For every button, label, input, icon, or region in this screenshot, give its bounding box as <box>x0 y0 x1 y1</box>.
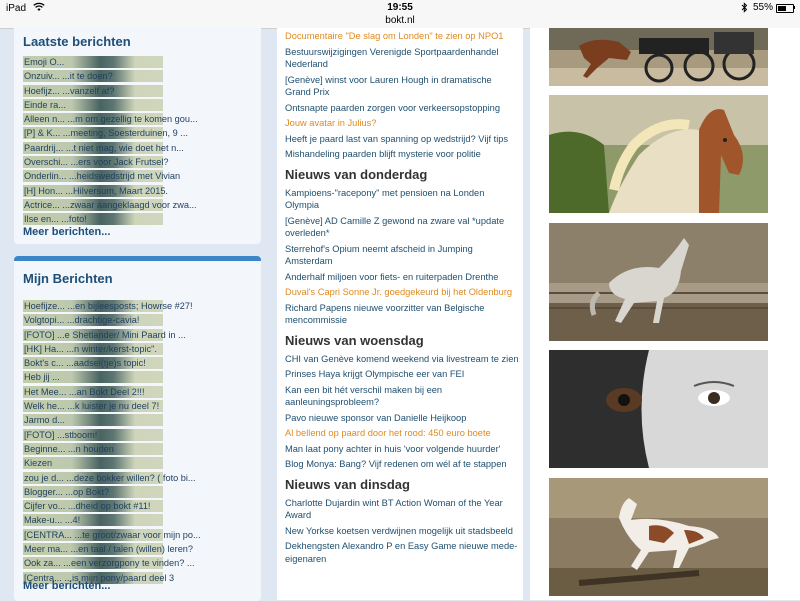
my-post-item[interactable] <box>23 542 261 556</box>
news-item-link[interactable]: Al bellend op paard door het rood: 450 euro boete <box>285 428 491 438</box>
latest-post-item-label: Einde ra... <box>24 99 66 110</box>
my-post-item-label: [HK] Ha... ...n winter/kerst-topic". <box>24 343 157 354</box>
news-item-link[interactable]: Man laat pony achter in huis 'voor volgende huurder' <box>285 443 501 454</box>
my-post-item-label: Ook za... ...een verzorgpony te vinden? ... <box>24 558 195 569</box>
my-post-item[interactable] <box>23 356 261 370</box>
news-item-link[interactable]: Richard Papens nieuwe voorzitter van Belgische mencommissie <box>285 302 485 325</box>
my-post-item[interactable] <box>23 370 261 384</box>
my-post-item[interactable] <box>23 556 261 570</box>
my-post-item-label: zou je d... ...deze bokker willen? ( foto bi... <box>24 472 196 483</box>
my-post-item[interactable] <box>23 399 261 413</box>
latest-posts-more-link[interactable]: Meer berichten... <box>23 226 111 238</box>
photo-pinto-horse[interactable] <box>549 478 768 596</box>
latest-post-item-label: [H] Hon... ...Hilversum, Maart 2015. <box>24 185 168 196</box>
news-item-link[interactable]: [Genève] AD Camille Z gewond na zware val *update overleden* <box>285 215 505 238</box>
my-posts-more-link[interactable]: Meer berichten... <box>23 580 111 592</box>
latest-post-item[interactable] <box>23 126 261 140</box>
my-post-item-label: [CENTRA... ...te groot/zwaar voor mijn po... <box>24 529 201 540</box>
my-post-item-label: Volgtopi... ...drachtige-cavia! <box>24 315 140 326</box>
my-post-item-label: Welk he... ...k luister je nu deel 7! <box>24 401 160 412</box>
news-item-link[interactable]: Anderhalf miljoen voor fiets- en ruiterpaden Drenthe <box>285 271 499 282</box>
news-item-link[interactable]: Documentaire "De slag om Londen" te zien op NPO1 <box>285 31 504 41</box>
latest-post-item-label: Actrice... ...zwaar aangeklaagd voor zwa... <box>24 199 197 210</box>
news-item-link[interactable]: Mishandeling paarden blijft mysterie voor politie <box>285 149 481 159</box>
my-post-item[interactable] <box>23 299 261 313</box>
my-post-item-label: Heb jij ... <box>24 372 60 383</box>
latest-post-item[interactable] <box>23 198 261 212</box>
my-post-item-label: [FOTO] ...e Shetlander/ Mini Paard in ... <box>24 329 186 340</box>
latest-post-item[interactable] <box>23 141 261 155</box>
my-post-item[interactable] <box>23 342 261 356</box>
latest-post-item[interactable] <box>23 69 261 83</box>
news-item-link[interactable]: Pavo nieuwe sponsor van Danielle Heijkoop <box>285 412 467 423</box>
my-posts-title: Mijn Berichten <box>23 271 113 286</box>
clock: 19:55 <box>387 2 413 13</box>
latest-post-item[interactable] <box>23 155 261 169</box>
my-post-item[interactable] <box>23 485 261 499</box>
my-posts-list <box>23 299 261 585</box>
news-item-link[interactable]: Kan een bit hét verschil maken bij een aanleuningsprobleem? <box>285 384 443 407</box>
my-post-item[interactable] <box>23 385 261 399</box>
latest-post-item[interactable] <box>23 184 261 198</box>
my-post-item[interactable] <box>23 328 261 342</box>
my-post-item[interactable] <box>23 313 261 327</box>
latest-post-item-label: Onderlin... ...heidswedstrijd met Vivian <box>24 171 181 182</box>
latest-post-item-label: Overschi... ...ers voor Jack Frutsel? <box>24 157 169 168</box>
latest-post-item[interactable] <box>23 169 261 183</box>
news-item-link[interactable]: Heeft je paard last van spanning op wedstrijd? Vijf tips <box>285 133 509 144</box>
my-post-item-label: Jarmo d... <box>24 415 65 426</box>
latest-post-item[interactable] <box>23 98 261 112</box>
news-section-heading: Nieuws van donderdag <box>285 166 428 182</box>
latest-post-item-label: Onzuiv... ...it te doen? <box>24 71 113 82</box>
news-column <box>277 28 523 600</box>
news-item-link[interactable]: CHI van Genève komend weekend via livestream te zien <box>285 353 519 364</box>
my-post-item-label: Het Mee... ...an Bokt Deel 2!!! <box>24 386 145 397</box>
my-post-item-label: Beginne... ...n houden <box>24 443 114 454</box>
news-item-link[interactable]: Duval's Capri Sonne Jr. goedgekeurd bij het Oldenburg <box>285 287 513 297</box>
my-post-item-label: Kiezen <box>24 458 53 469</box>
news-item-link[interactable]: Charlotte Dujardin wint BT Action Woman of the Year Award <box>285 497 503 520</box>
my-post-item[interactable] <box>23 428 261 442</box>
my-post-item-label: Meer ma... ...en taal / talen (willen) leren? <box>24 544 194 555</box>
latest-posts-list <box>23 55 261 227</box>
my-post-item-label: Blogger... ...op Bokt? <box>24 486 110 497</box>
latest-post-item[interactable] <box>23 84 261 98</box>
latest-post-item-label: Ilse en... ...foto! <box>24 214 87 225</box>
latest-posts-title: Laatste berichten <box>23 34 131 49</box>
battery-percentage: 55% <box>753 2 774 13</box>
my-post-item[interactable] <box>23 413 261 427</box>
my-posts-panel <box>14 256 261 601</box>
latest-post-item[interactable] <box>23 212 261 226</box>
my-post-item-label: [FOTO] ...stboom! <box>24 429 98 440</box>
battery-icon <box>776 4 794 13</box>
my-post-item-label: [Centra... ...is mijn pony/paard deel 3 <box>24 572 175 583</box>
latest-post-item-label: Paardrij... ...t niet mag, wie doet het n... <box>24 142 184 153</box>
news-item-link[interactable]: Blog Monya: Bang? Vijf redenen om wél af te stappen <box>285 459 507 469</box>
bluetooth-icon <box>741 2 748 16</box>
latest-post-item[interactable] <box>23 55 261 69</box>
news-item-link[interactable]: Sterrehof's Opium neemt afscheid in Jumping Amsterdam <box>285 243 473 266</box>
photo-gallery <box>530 28 800 600</box>
battery-level-fill <box>778 6 786 11</box>
device-label: iPad <box>6 3 27 14</box>
battery-tip <box>793 6 795 9</box>
photo-horse-carriage[interactable] <box>549 28 768 86</box>
my-post-item[interactable] <box>23 513 261 527</box>
news-list <box>285 30 519 568</box>
latest-post-item-label: Emoji O... <box>24 57 65 67</box>
news-item-link[interactable]: Kampioens-"racepony" met pensioen na Londen Olympia <box>285 187 485 210</box>
my-post-item-label: Bokt's c... ...aadsel(tje)s topic! <box>24 358 146 369</box>
news-item-link[interactable]: Jouw avatar in Julius? <box>285 118 377 128</box>
photo-grey-horse[interactable] <box>549 223 768 341</box>
news-section-heading: Nieuws van woensdag <box>285 332 424 348</box>
latest-post-item[interactable] <box>23 112 261 126</box>
news-item-link[interactable]: Ontsnapte paarden zorgen voor verkeersopstopping <box>285 102 500 113</box>
news-item-link[interactable]: Dekhengsten Alexandro P en Easy Game nieuwe mede-eigenaren <box>285 541 518 564</box>
latest-post-item-label: [P] & K... ...meeting, Soesterduinen, 9 ... <box>24 128 188 139</box>
my-post-item-label: Cijfer vo... ...dheid op bokt #11! <box>24 501 151 512</box>
news-item-link[interactable]: Bestuurswijzigingen Verenigde Sportpaardenhandel Nederland <box>285 46 499 69</box>
my-post-item[interactable] <box>23 499 261 513</box>
my-post-item-label: Make-u... ...4! <box>24 515 81 526</box>
news-item-link[interactable]: New Yorkse koetsen verdwijnen mogelijk uit stadsbeeld <box>285 525 513 536</box>
latest-posts-panel <box>14 28 261 244</box>
photo-horse-eye-face[interactable] <box>549 350 768 468</box>
my-post-item[interactable] <box>23 456 261 470</box>
my-post-item[interactable] <box>23 471 261 485</box>
my-post-item[interactable] <box>23 528 261 542</box>
latest-post-item-label: Alleen n... ...m om gezellig te komen gou... <box>24 114 198 125</box>
my-post-item[interactable] <box>23 442 261 456</box>
photo-palomino-horse[interactable] <box>549 95 768 213</box>
my-post-item-label: Hoefijze... ...en bijleesposts; Howrse #27! <box>24 301 193 311</box>
address-url[interactable]: bokt.nl <box>385 15 415 26</box>
news-item-link[interactable]: Prinses Haya krijgt Olympische eer van FEI <box>285 369 465 379</box>
news-section-heading: Nieuws van dinsdag <box>285 476 410 492</box>
news-item-link[interactable]: [Genève] winst voor Lauren Hough in dramatische Grand Prix <box>285 74 492 97</box>
latest-post-item-label: Hoefijz... ...vanzelf af? <box>24 85 115 96</box>
ios-status-bar <box>0 0 800 29</box>
